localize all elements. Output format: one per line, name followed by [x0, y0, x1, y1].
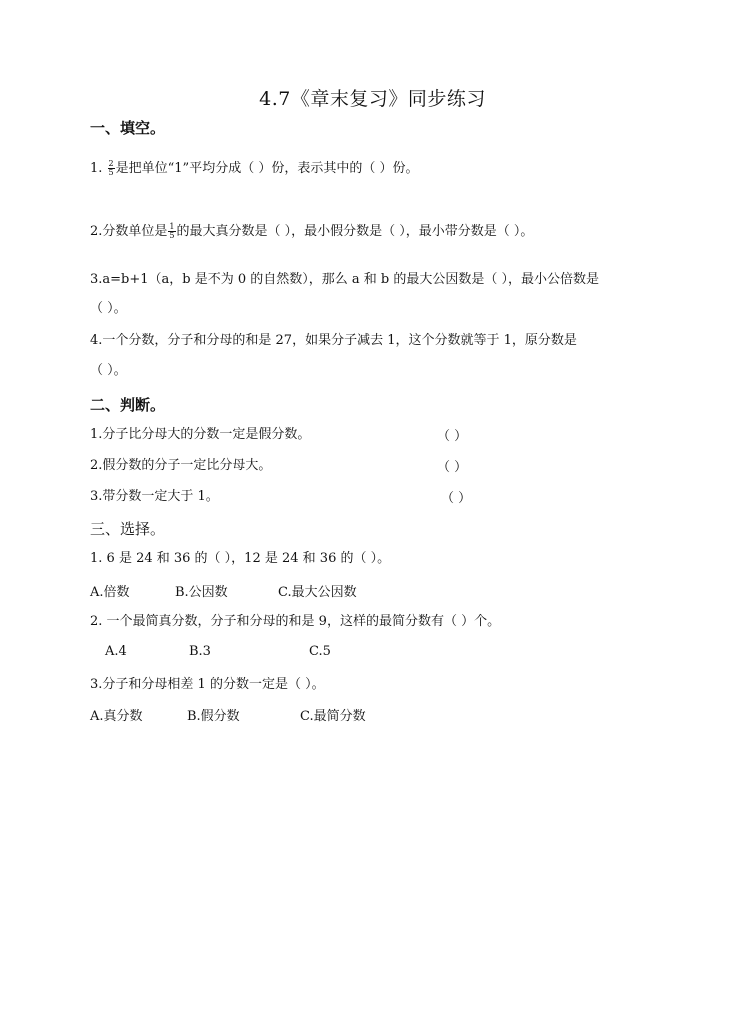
judge-question-2: 2.假分数的分子一定比分母大。	[90, 458, 272, 473]
choice-question-3: 3.分子和分母相差 1 的分数一定是（ ）。	[90, 677, 325, 692]
choice-1-option-c: C.最大公因数	[278, 585, 357, 600]
judge-question-3: 3.带分数一定大于 1。	[90, 489, 219, 504]
judge-answer-paren-2: （ ）	[437, 460, 468, 475]
fill-question-3-line-2: （ ）。	[90, 301, 127, 316]
question-number: 1.	[90, 161, 103, 176]
choice-2-option-b: B.3	[189, 644, 211, 659]
section-choice-heading: 三、选择。	[90, 520, 166, 538]
judge-answer-paren-3: （ ）	[441, 491, 472, 506]
fill-question-2	[90, 222, 533, 242]
fill-question-1	[90, 159, 418, 179]
choice-3-option-b: B.假分数	[187, 709, 240, 724]
fill-question-4-line-2: （ ）。	[90, 363, 127, 378]
choice-3-option-c: C.最简分数	[300, 709, 366, 724]
fraction	[168, 223, 175, 240]
judge-answer-paren-1: （ ）	[437, 429, 468, 444]
page-title: 4.7《章末复习》同步练习	[259, 88, 486, 110]
judge-question-1: 1.分子比分母大的分数一定是假分数。	[90, 427, 311, 442]
choice-1-option-a: A.倍数	[90, 585, 130, 600]
section-judge-heading: 二、判断。	[90, 396, 166, 414]
question-text-before: 2.分数单位是	[90, 224, 168, 239]
fraction-numerator: 2	[108, 159, 114, 168]
fraction	[108, 160, 115, 177]
choice-2-option-c: C.5	[309, 644, 331, 659]
fill-question-3-line-1: 3.a=b+1（a，b 是不为 0 的自然数），那么 a 和 b 的最大公因数是（ ），最小公倍数是	[90, 272, 600, 287]
fill-question-4-line-1: 4.一个分数，分子和分母的和是 27，如果分子减去 1，这个分数就等于 1，原分数是	[90, 333, 577, 348]
choice-2-option-a: A.4	[105, 644, 127, 659]
section-fill-blank-heading: 一、填空。	[90, 119, 166, 137]
question-text: 是把单位“1”平均分成（ ）份，表示其中的（ ）份。	[115, 161, 419, 176]
choice-3-option-a: A.真分数	[90, 709, 143, 724]
choice-question-2: 2. 一个最简真分数，分子和分母的和是 9，这样的最简分数有（ ）个。	[90, 614, 501, 629]
fraction-denominator: 5	[108, 168, 114, 177]
fraction-denominator: 5	[169, 231, 175, 240]
choice-question-1: 1. 6 是 24 和 36 的（ ），12 是 24 和 36 的（ ）。	[90, 551, 391, 566]
fraction-numerator: 1	[169, 222, 175, 231]
choice-1-option-b: B.公因数	[175, 585, 228, 600]
question-text-after: 的最大真分数是（ ），最小假分数是（ ），最小带分数是（ ）。	[176, 224, 534, 239]
